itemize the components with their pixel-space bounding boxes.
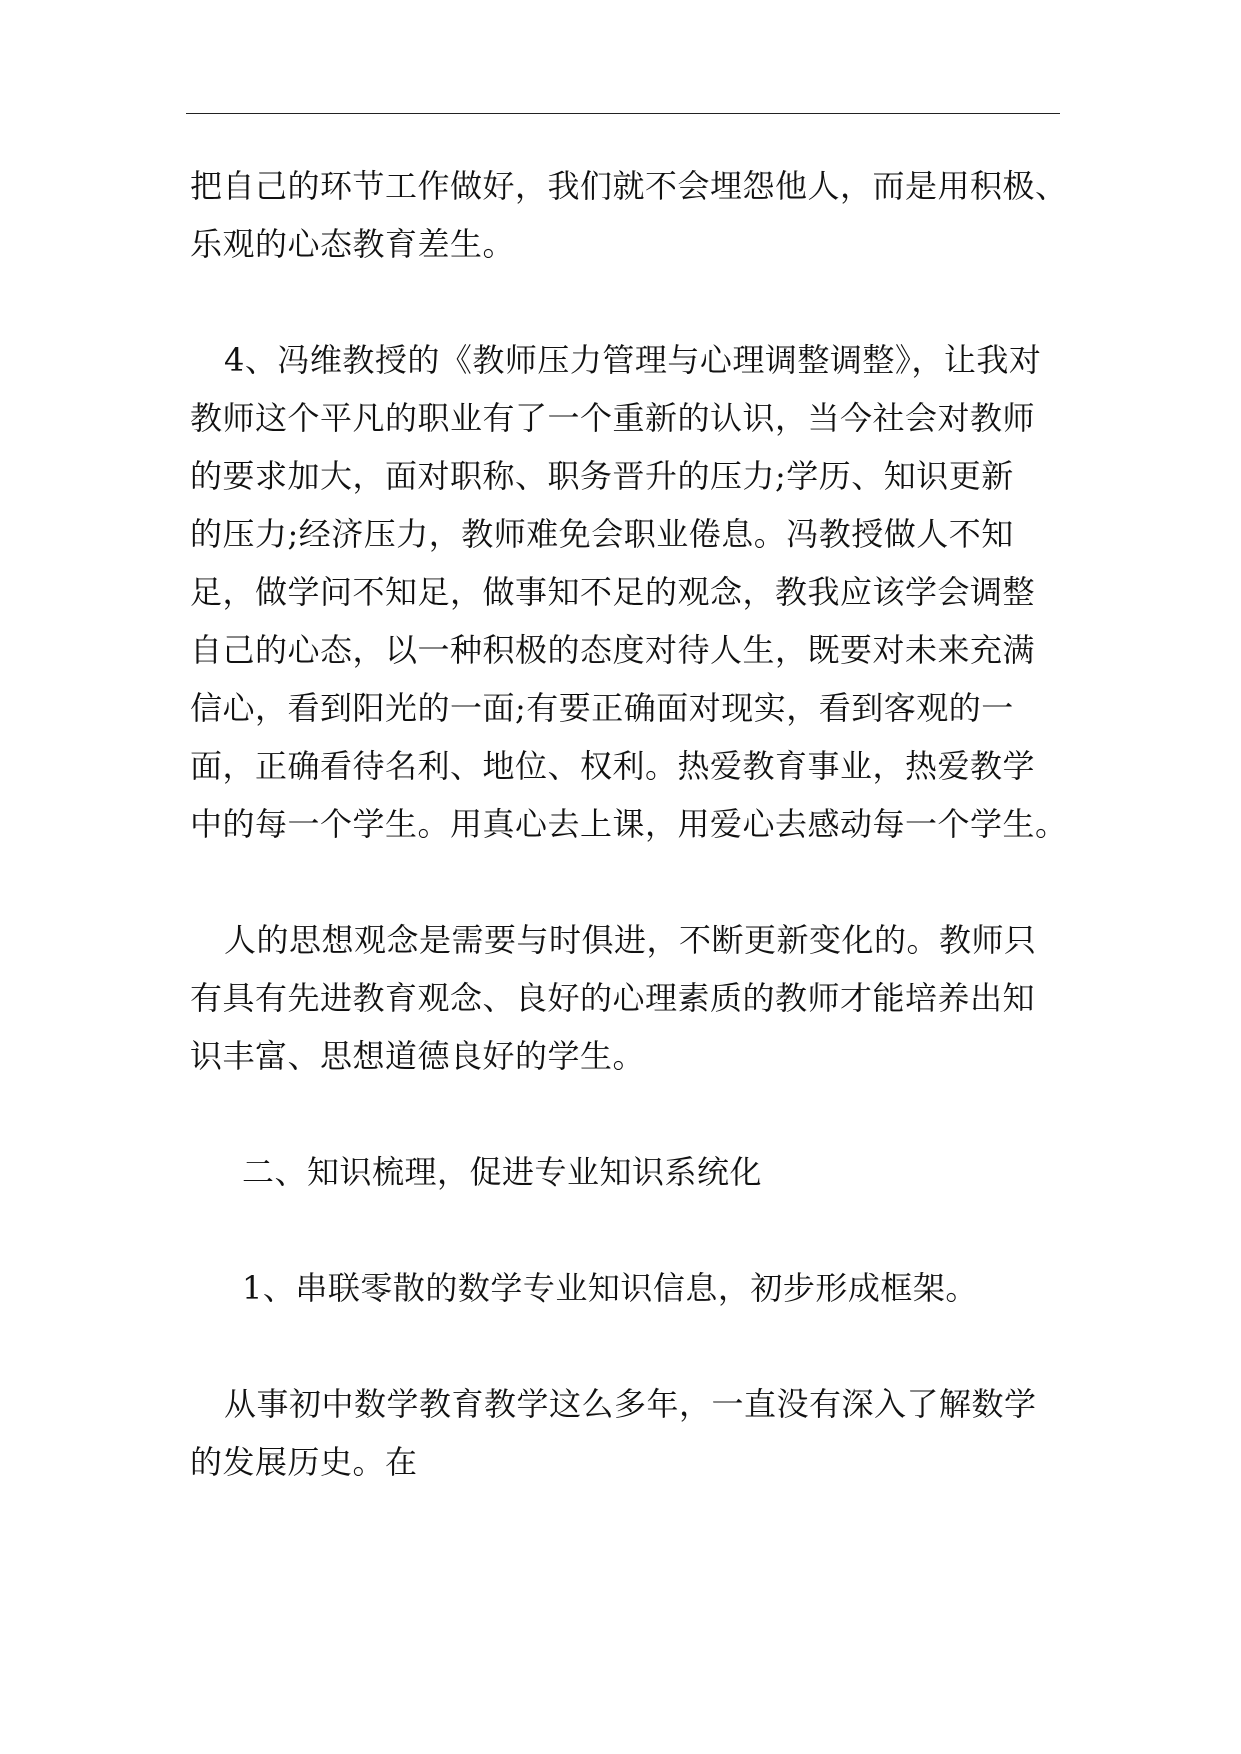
paragraph-line: 信心，看到阳光的一面;有要正确面对现实，看到客观的一	[190, 689, 1014, 727]
section-heading: 二、知识梳理，促进专业知识系统化	[242, 1153, 763, 1191]
paragraph-line: 乐观的心态教育差生。	[190, 225, 516, 263]
paragraph-line: 识丰富、思想道德良好的学生。	[190, 1037, 646, 1075]
paragraph-gap	[190, 1317, 1060, 1375]
paragraph-line: 自己的心态，以一种积极的态度对待人生，既要对未来充满	[190, 631, 1036, 669]
body-text	[190, 157, 1068, 1491]
paragraph-gap	[190, 1085, 1060, 1143]
header-rule	[186, 113, 1060, 114]
paragraph-line: 的要求加大，面对职称、职务晋升的压力;学历、知识更新	[190, 457, 1014, 495]
paragraph-line: 有具有先进教育观念、良好的心理素质的教师才能培养出知	[190, 979, 1036, 1017]
paragraph-line: 中的每一个学生。用真心去上课，用爱心去感动每一个学生。	[190, 805, 1068, 843]
paragraph-gap	[190, 1201, 1060, 1259]
paragraph-line: 从事初中数学教育教学这么多年，一直没有深入了解数学	[224, 1385, 1037, 1423]
paragraph-gap	[190, 853, 1060, 911]
paragraph-line: 的压力;经济压力，教师难免会职业倦息。冯教授做人不知	[190, 515, 1014, 553]
subsection-heading: 1、串联零散的数学专业知识信息，初步形成框架。	[242, 1269, 978, 1307]
paragraph-line: 4、冯维教授的《教师压力管理与心理调整调整》，让我对	[224, 341, 1042, 379]
paragraph-gap	[190, 273, 1060, 331]
paragraph-line: 的发展历史。在	[190, 1443, 418, 1481]
paragraph-line: 人的思想观念是需要与时俱进，不断更新变化的。教师只	[224, 921, 1037, 959]
paragraph-line: 教师这个平凡的职业有了一个重新的认识，当今社会对教师	[190, 399, 1036, 437]
paragraph-line: 面，正确看待名利、地位、权利。热爱教育事业，热爱教学	[190, 747, 1036, 785]
paragraph-line: 足，做学问不知足，做事知不足的观念，教我应该学会调整	[190, 573, 1036, 611]
paragraph-line: 把自己的环节工作做好，我们就不会埋怨他人，而是用积极、	[190, 167, 1068, 205]
